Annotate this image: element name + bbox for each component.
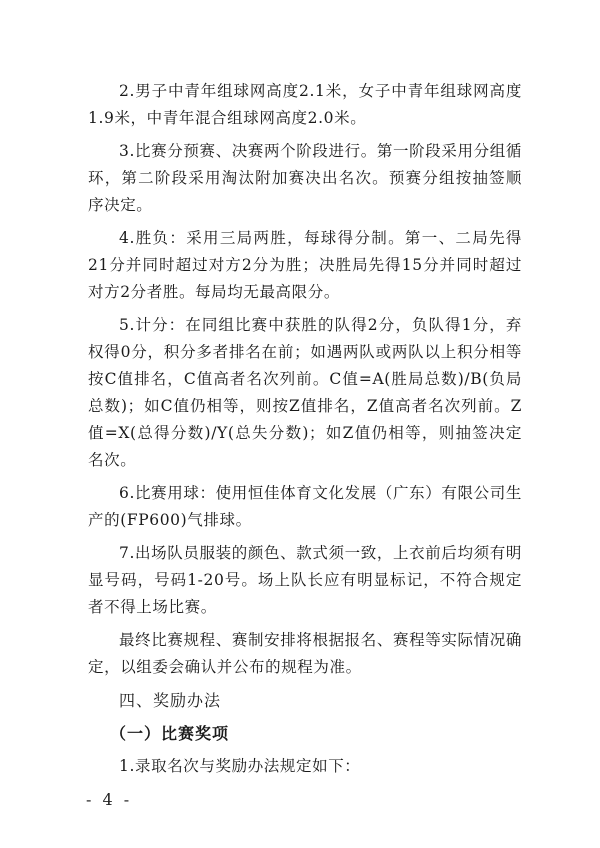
paragraph-ranking-rewards: 1.录取名次与奖励办法规定如下： [119,757,361,775]
subsection-heading-competition-awards: （一）比赛奖项 [110,724,230,743]
paragraph-match-ball: 6.比赛用球：使用恒佳体育文化发展（广东）有限公司生产的(FP600)气排球。 [88,484,522,529]
section-heading-awards: 四、奖励办法 [119,691,222,710]
paragraph-competition-stages: 3.比赛分预赛、决赛两个阶段进行。第一阶段采用分组循环，第二阶段采用淘汰附加赛决出名次。预赛分组按抽签顺序决定。 [88,142,522,214]
paragraph-scoring-rules: 5.计分：在同组比赛中获胜的队得2分，负队得1分，弃权得0分，积分多者排名在前；如遇两队或两队以上积分相等按C值排名，C值高者名次列前。C值=A(胜局总数)/B(负局总数)；如C值仍相等，则按Z值排名，Z值高者名次列前。Z值=X(总得分数)/Y(总失分数)；如Z值仍相等，则抽签决定名次。 [88,316,522,469]
paragraph-uniform-rules: 7.出场队员服装的颜色、款式须一致，上衣前后均须有明显号码，号码1-20号。场上队长应有明显标记，不符合规定者不得上场比赛。 [88,544,522,616]
document-body [88,78,522,786]
paragraph-win-loss-rules: 4.胜负：采用三局两胜，每球得分制。第一、二局先得21分并同时超过对方2分为胜；决胜局先得15分并同时超过对方2分者胜。每局均无最高限分。 [88,229,522,301]
paragraph-net-height: 2.男子中青年组球网高度2.1米，女子中青年组球网高度1.9米，中青年混合组球网高度2.0米。 [88,82,522,127]
paragraph-final-rules-note: 最终比赛规程、赛制安排将根据报名、赛程等实际情况确定，以组委会确认并公布的规程为准。 [88,631,522,676]
page-number: - 4 - [86,790,133,809]
